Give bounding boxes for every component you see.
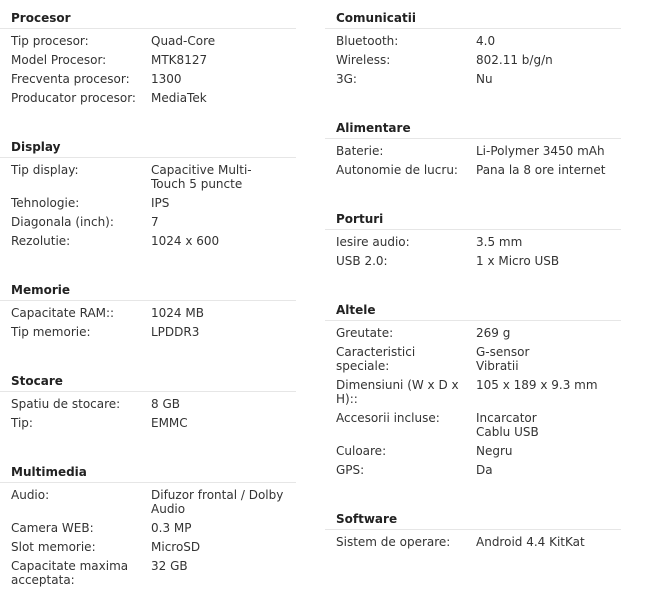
spec-value: 1024 MB — [151, 306, 204, 320]
spec-label: Wireless: — [336, 53, 391, 67]
spec-value: Pana la 8 ore internet — [476, 163, 606, 177]
spec-section-alimentare — [325, 110, 621, 177]
spec-row — [0, 535, 296, 554]
spec-row — [0, 392, 296, 411]
spec-section-display — [0, 129, 296, 248]
spec-row — [0, 516, 296, 535]
spec-value: Negru — [476, 444, 513, 458]
section-title: Stocare — [0, 363, 296, 392]
spec-label: Tip memorie: — [11, 325, 91, 339]
spec-label: Capacitate RAM:: — [11, 306, 115, 320]
spec-value: 0.3 MP — [151, 521, 192, 535]
spec-value: 1300 — [151, 72, 182, 86]
spec-row — [325, 439, 621, 458]
section-spacer — [0, 105, 296, 129]
section-title: Porturi — [325, 201, 621, 230]
section-title: Alimentare — [325, 110, 621, 139]
spec-value: Capacitive Multi- Touch 5 puncte — [151, 163, 252, 191]
spec-value: Quad-Core — [151, 34, 216, 48]
spec-label: GPS: — [336, 463, 365, 477]
section-spacer — [325, 177, 621, 201]
section-spacer — [325, 86, 621, 110]
spec-value: MicroSD — [151, 540, 201, 554]
spec-value: 1024 x 600 — [151, 234, 220, 248]
spec-row — [325, 373, 621, 406]
spec-row — [325, 530, 621, 549]
spec-label: Rezolutie: — [11, 234, 71, 248]
spec-label: Capacitate maxima acceptata: — [11, 559, 129, 587]
spec-row — [325, 406, 621, 439]
spec-row — [0, 67, 296, 86]
spec-label: Slot memorie: — [11, 540, 96, 554]
spec-row — [325, 139, 621, 158]
spec-row — [325, 458, 621, 477]
spec-label: Culoare: — [336, 444, 387, 458]
spec-value: 3.5 mm — [476, 235, 523, 249]
spec-label: Accesorii incluse: — [336, 411, 440, 425]
section-spacer — [0, 248, 296, 272]
specs-column-left — [0, 0, 296, 587]
spec-label: Model Procesor: — [11, 53, 107, 67]
spec-value: MediaTek — [151, 91, 207, 105]
spec-value: LPDDR3 — [151, 325, 200, 339]
spec-label: Caracteristici speciale: — [336, 345, 416, 373]
spec-row — [0, 29, 296, 48]
spec-value: Da — [476, 463, 493, 477]
spec-value: Incarcator Cablu USB — [476, 411, 539, 439]
spec-row — [0, 86, 296, 105]
spec-row — [325, 321, 621, 340]
spec-value: Difuzor frontal / Dolby Audio — [151, 488, 284, 516]
spec-label: Bluetooth: — [336, 34, 399, 48]
spec-section-porturi — [325, 201, 621, 268]
spec-section-altele — [325, 292, 621, 477]
spec-label: Sistem de operare: — [336, 535, 451, 549]
spec-row — [0, 554, 296, 587]
spec-row — [0, 210, 296, 229]
spec-row — [325, 249, 621, 268]
spec-value: EMMC — [151, 416, 188, 430]
spec-row — [325, 158, 621, 177]
section-spacer — [325, 477, 621, 501]
spec-row — [0, 320, 296, 339]
spec-section-memorie — [0, 272, 296, 339]
spec-row — [325, 230, 621, 249]
section-title: Altele — [325, 292, 621, 321]
section-title: Memorie — [0, 272, 296, 301]
spec-label: Greutate: — [336, 326, 394, 340]
spec-value: Nu — [476, 72, 493, 86]
spec-label: USB 2.0: — [336, 254, 388, 268]
spec-row — [0, 191, 296, 210]
spec-row — [0, 411, 296, 430]
spec-value: 7 — [151, 215, 159, 229]
spec-row — [0, 483, 296, 516]
spec-section-procesor — [0, 0, 296, 105]
spec-row — [0, 301, 296, 320]
spec-value: 8 GB — [151, 397, 180, 411]
section-spacer — [325, 268, 621, 292]
spec-row — [0, 158, 296, 191]
spec-label: Producator procesor: — [11, 91, 136, 105]
spec-value: 32 GB — [151, 559, 188, 573]
spec-row — [325, 340, 621, 373]
section-spacer — [0, 339, 296, 363]
spec-value: G-sensor Vibratii — [476, 345, 530, 373]
specs-column-right — [325, 0, 621, 549]
spec-label: Tip: — [11, 416, 33, 430]
spec-row — [325, 67, 621, 86]
spec-label: Tehnologie: — [11, 196, 80, 210]
section-title: Comunicatii — [325, 0, 621, 29]
spec-value: 802.11 b/g/n — [476, 53, 553, 67]
section-title: Multimedia — [0, 454, 296, 483]
spec-value: MTK8127 — [151, 53, 208, 67]
section-spacer — [0, 430, 296, 454]
spec-section-multimedia — [0, 454, 296, 587]
spec-value: 4.0 — [476, 34, 496, 48]
spec-label: Diagonala (inch): — [11, 215, 114, 229]
spec-label: Autonomie de lucru: — [336, 163, 458, 177]
spec-section-comunicatii — [325, 0, 621, 86]
spec-label: Tip display: — [11, 163, 79, 177]
spec-label: 3G: — [336, 72, 357, 86]
spec-value: Android 4.4 KitKat — [476, 535, 585, 549]
spec-value: 1 x Micro USB — [476, 254, 560, 268]
spec-label: Camera WEB: — [11, 521, 94, 535]
spec-label: Dimensiuni (W x D x H):: — [336, 378, 459, 406]
spec-label: Spatiu de stocare: — [11, 397, 121, 411]
spec-label: Frecventa procesor: — [11, 72, 130, 86]
spec-row — [325, 48, 621, 67]
section-title: Procesor — [0, 0, 296, 29]
section-title: Display — [0, 129, 296, 158]
spec-row — [0, 229, 296, 248]
spec-label: Baterie: — [336, 144, 384, 158]
spec-row — [325, 29, 621, 48]
spec-value: 269 g — [476, 326, 511, 340]
spec-value: 105 x 189 x 9.3 mm — [476, 378, 598, 392]
section-title: Software — [325, 501, 621, 530]
spec-label: Iesire audio: — [336, 235, 410, 249]
spec-label: Tip procesor: — [11, 34, 89, 48]
spec-value: IPS — [151, 196, 170, 210]
spec-section-software — [325, 501, 621, 549]
spec-label: Audio: — [11, 488, 50, 502]
spec-value: Li-Polymer 3450 mAh — [476, 144, 605, 158]
spec-section-stocare — [0, 363, 296, 430]
spec-row — [0, 48, 296, 67]
